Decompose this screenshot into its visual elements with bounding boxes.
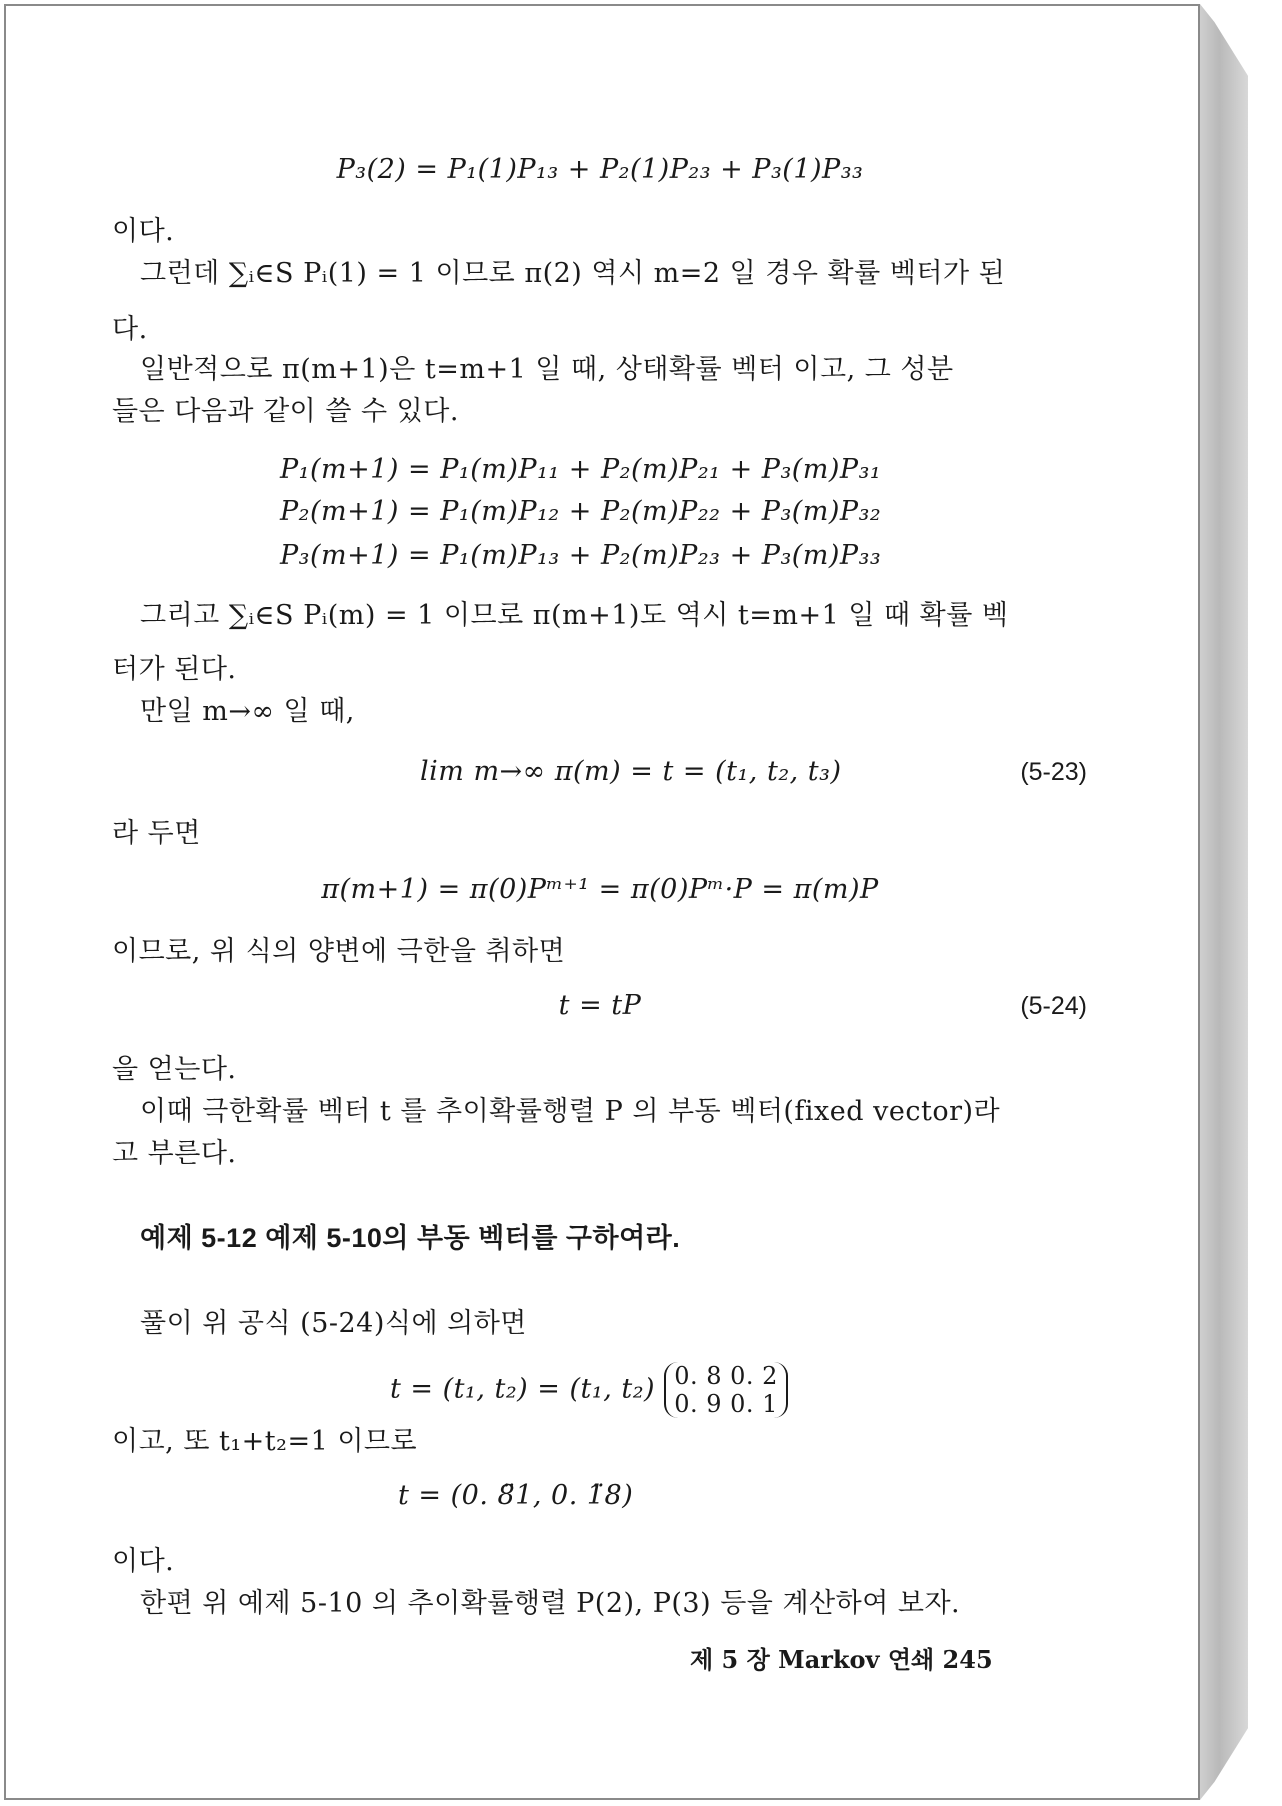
text-line: 한편 위 예제 5-10 의 추이확률행렬 P(2), P(3) 등을 계산하여 보자.	[140, 1588, 961, 1619]
text-line: 그런데 ∑ᵢ∈S Pᵢ(1) = 1 이므로 π(2) 역시 m=2 일 경우 확률 벡터가 된	[140, 258, 1006, 289]
page-footer: 제 5 장 Markov 연쇄 245	[690, 1645, 993, 1674]
equation-number: (5-23)	[1020, 758, 1087, 786]
text-line: 그리고 ∑ᵢ∈S Pᵢ(m) = 1 이므로 π(m+1)도 역시 t=m+1 일 때 확률 벡	[140, 600, 1009, 631]
equation-solution	[390, 1362, 788, 1418]
solution-line: 풀이 위 공식 (5-24)식에 의하면	[140, 1308, 527, 1339]
example-heading: 예제 5-12 예제 5-10의 부동 벡터를 구하여라.	[140, 1223, 681, 1253]
text-line: 터가 된다.	[112, 654, 237, 685]
equation-number: (5-24)	[1020, 992, 1087, 1020]
text-line: 이다.	[112, 216, 175, 247]
text-line: 고 부른다.	[112, 1138, 237, 1169]
equation-limit: lim m→∞ π(m) = t = (t₁, t₂, t₃)	[420, 756, 842, 787]
equation-pi-recursion: π(m+1) = π(0)Pᵐ⁺¹ = π(0)Pᵐ·P = π(m)P	[321, 874, 879, 905]
matrix-row: 0. 8 0. 2	[674, 1362, 778, 1390]
text-line: 이다.	[112, 1546, 175, 1577]
text-line: 들은 다음과 같이 쓸 수 있다.	[112, 396, 459, 427]
text-line: 이때 극한확률 벡터 t 를 추이확률행렬 P 의 부동 벡터(fixed vector)라	[140, 1096, 1001, 1127]
equation-p1: P₁(m+1) = P₁(m)P₁₁ + P₂(m)P₂₁ + P₃(m)P₃₁	[280, 454, 882, 485]
equation-solution-lhs: t = (t₁, t₂) = (t₁, t₂)	[390, 1373, 656, 1405]
page-edge-shadow	[1200, 4, 1248, 1800]
equation-p3: P₃(m+1) = P₁(m)P₁₃ + P₂(m)P₂₃ + P₃(m)P₃₃	[280, 540, 882, 571]
text-line: 이므로, 위 식의 양변에 극한을 취하면	[112, 936, 566, 967]
equation-result: t = (0. 8̈1, 0. 1̈8)	[398, 1480, 634, 1511]
transition-matrix	[664, 1362, 788, 1418]
equation-p2: P₂(m+1) = P₁(m)P₁₂ + P₂(m)P₂₂ + P₃(m)P₃₂	[280, 496, 882, 527]
text-line: 을 얻는다.	[112, 1054, 237, 1085]
text-line: 이고, 또 t₁+t₂=1 이므로	[112, 1426, 418, 1457]
text-line: 만일 m→∞ 일 때,	[140, 696, 355, 727]
text-line: 라 두면	[112, 818, 201, 849]
equation-p3-2: P₃(2) = P₁(1)P₁₃ + P₂(1)P₂₃ + P₃(1)P₃₃	[336, 154, 864, 185]
text-line: 다.	[112, 314, 148, 345]
text-line: 일반적으로 π(m+1)은 t=m+1 일 때, 상태확률 벡터 이고, 그 성분	[140, 354, 954, 385]
equation-fixed-vector: t = tP	[558, 990, 642, 1021]
matrix-row: 0. 9 0. 1	[674, 1390, 778, 1418]
